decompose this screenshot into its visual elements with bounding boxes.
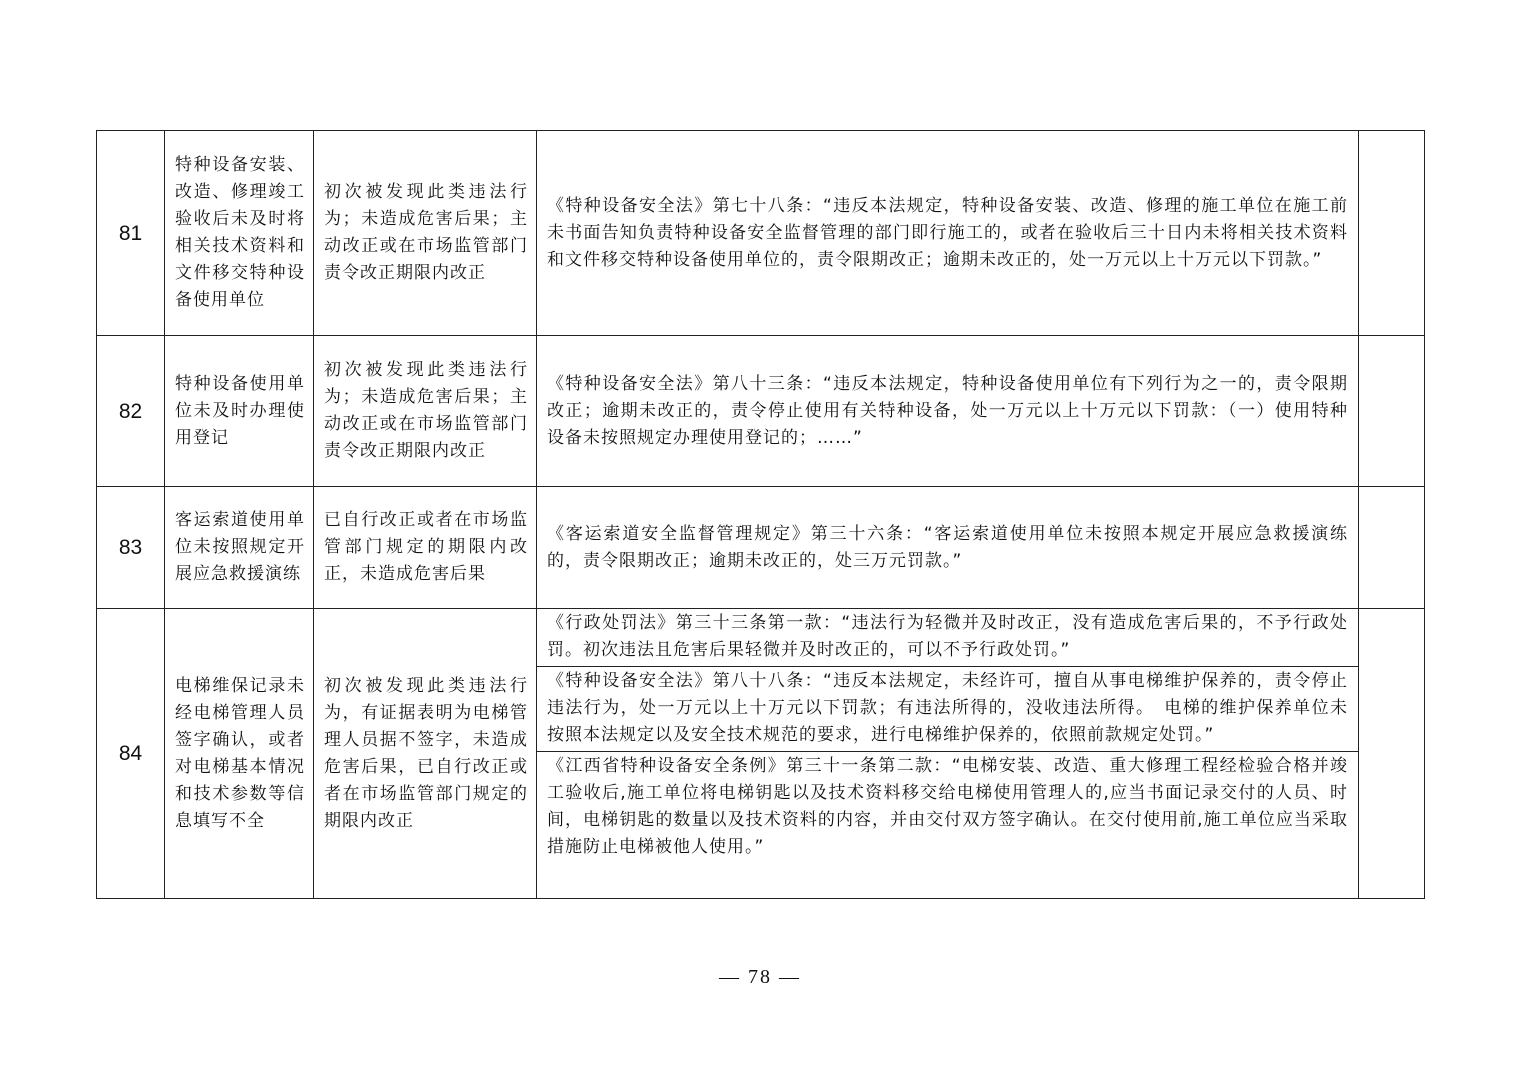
- violation-item: 电梯维保记录未经电梯管理人员签字确认，或者对电梯基本情况和技术参数等信息填写不全: [165, 609, 314, 899]
- legal-basis-special-equipment-law: 《特种设备安全法》第八十八条：“违反本法规定，未经许可，擅自从事电梯维护保养的，责令停止违法行为，处一万元以上十万元以下罚款；有违法所得的，没收违法所得。 电梯的维护保养单位未按照本法规定以及安全技术规范的要求，进行电梯维护保养的，依照前款规定处罚。”: [537, 667, 1358, 752]
- note-cell: [1359, 336, 1425, 487]
- exemption-condition: 初次被发现此类违法行为，有证据表明为电梯管理人员据不签字，未造成危害后果，已自行改正或者在市场监管部门规定的期限内改正: [314, 609, 537, 899]
- row-number: 82: [97, 336, 165, 487]
- table-row: [97, 609, 1425, 899]
- note-cell: [1359, 131, 1425, 336]
- exemption-condition: 初次被发现此类违法行为；未造成危害后果；主动改正或在市场监管部门责令改正期限内改正: [314, 336, 537, 487]
- legal-basis-group: [537, 609, 1359, 899]
- legal-basis: 《客运索道安全监督管理规定》第三十六条：“客运索道使用单位未按照本规定开展应急救援演练的，责令限期改正；逾期未改正的，处三万元罚款。”: [537, 487, 1359, 609]
- exemption-condition: 已自行改正或者在市场监管部门规定的期限内改正，未造成危害后果: [314, 487, 537, 609]
- legal-basis-admin-penalty-law: 《行政处罚法》第三十三条第一款：“违法行为轻微并及时改正，没有造成危害后果的，不予行政处罚。初次违法且危害后果轻微并及时改正的，可以不予行政处罚。”: [537, 609, 1358, 667]
- legal-basis: 《特种设备安全法》第七十八条：“违反本法规定，特种设备安装、改造、修理的施工单位在施工前未书面告知负责特种设备安全监督管理的部门即行施工的，或者在验收后三十日内未将相关技术资料和文件移交特种设备使用单位的，责令限期改正；逾期未改正的，处一万元以上十万元以下罚款。”: [537, 131, 1359, 336]
- table-row: [97, 487, 1425, 609]
- note-cell: [1359, 609, 1425, 899]
- row-number: 83: [97, 487, 165, 609]
- violation-item: 客运索道使用单位未按照规定开展应急救援演练: [165, 487, 314, 609]
- penalty-exemption-table: [96, 130, 1425, 899]
- table-row: [97, 336, 1425, 487]
- violation-item: 特种设备安装、改造、修理竣工验收后未及时将相关技术资料和文件移交特种设备使用单位: [165, 131, 314, 336]
- legal-basis: 《特种设备安全法》第八十三条：“违反本法规定，特种设备使用单位有下列行为之一的，责令限期改正；逾期未改正的，责令停止使用有关特种设备，处一万元以上十万元以下罚款：（一）使用特种设备未按照规定办理使用登记的；……”: [537, 336, 1359, 487]
- row-number: 84: [97, 609, 165, 899]
- legal-basis-jiangxi-regulation: 《江西省特种设备安全条例》第三十一条第二款：“电梯安装、改造、重大修理工程经检验合格并竣工验收后,施工单位将电梯钥匙以及技术资料移交给电梯使用管理人的,应当书面记录交付的人员、时间，电梯钥匙的数量以及技术资料的内容，并由交付双方签字确认。在交付使用前,施工单位应当采取措施防止电梯被他人使用。”: [547, 756, 1348, 857]
- table-row: [97, 131, 1425, 336]
- row-number: 81: [97, 131, 165, 336]
- exemption-condition: 初次被发现此类违法行为；未造成危害后果；主动改正或在市场监管部门责令改正期限内改正: [314, 131, 537, 336]
- page-number: — 78 —: [719, 966, 801, 988]
- note-cell: [1359, 487, 1425, 609]
- violation-item: 特种设备使用单位未及时办理使用登记: [165, 336, 314, 487]
